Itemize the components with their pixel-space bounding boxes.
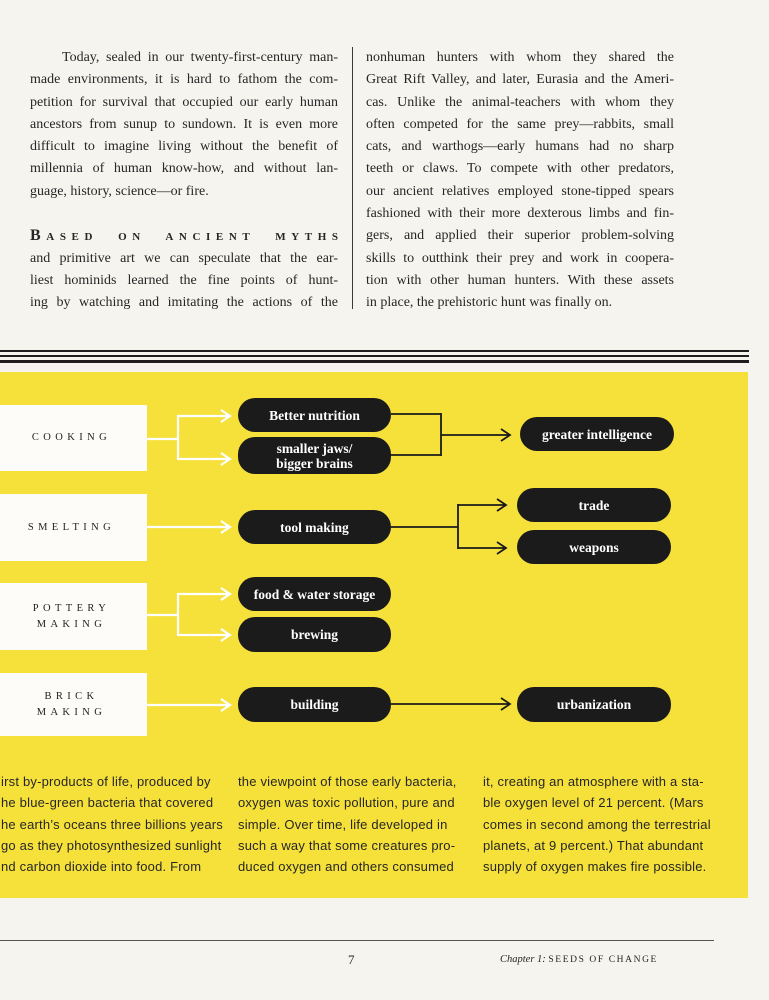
outcome-trade	[517, 488, 671, 522]
arrow-to-urbanization	[391, 698, 510, 710]
sidebar-column-1	[1, 771, 223, 877]
arrow-to-greater-intelligence	[441, 429, 510, 441]
pill-label: bigger brains	[276, 455, 353, 471]
process-label-text: MAKING	[36, 618, 107, 630]
running-footer	[500, 952, 658, 968]
text-line: cats, and warthogs—early humans had no sharp	[366, 139, 674, 155]
result-smaller-jaws-bigger-brains	[238, 437, 391, 474]
text-line: go as they photosynthesized sunlight	[1, 837, 222, 853]
text-line: ing by watching and imitating the actions of the	[30, 295, 338, 311]
arrow-to-brewing	[178, 629, 230, 641]
outcome-greater-intelligence	[520, 417, 674, 451]
connector-intelligence-bracket	[391, 413, 441, 456]
pill-label: Better nutrition	[269, 407, 360, 423]
connector-cooking-stem	[147, 415, 178, 460]
text-line: in place, the prehistoric hunt was finally on.	[366, 295, 613, 311]
text-line: made environments, it is hard to fathom the com-	[30, 72, 338, 88]
process-label-text: MAKING	[36, 706, 107, 718]
text-line: fashioned with their more dexterous limbs and fin-	[366, 206, 674, 222]
process-label-text: BRICK	[44, 690, 99, 702]
pill-label: greater intelligence	[541, 426, 653, 442]
text-line: such a way that some creatures pro-	[238, 837, 456, 853]
pill-label: smaller jaws/	[276, 440, 353, 456]
text-line: ancestors from sunup to sundown. It is even more	[30, 116, 338, 132]
process-label-text: POTTERY	[32, 602, 111, 614]
text-line: he blue-green bacteria that covered	[1, 795, 214, 811]
process-label-text: COOKING	[31, 432, 112, 443]
pill-label: brewing	[290, 627, 338, 642]
result-food-water-storage	[238, 577, 391, 611]
result-tool-making	[238, 510, 391, 544]
arrow-to-smaller-jaws	[178, 453, 230, 465]
sidebar-column-2	[238, 771, 457, 877]
arrow-to-weapons	[458, 542, 506, 554]
arrow-to-tool-making	[147, 521, 230, 533]
chapter-number: Chapter 1:	[500, 954, 546, 965]
text-line: and primitive art we can speculate that the ear-	[30, 250, 338, 266]
pill-label: building	[290, 697, 339, 712]
arrow-to-trade	[458, 499, 506, 511]
text-line: nonhuman hunters with whom they shared the	[366, 50, 674, 65]
arrow-to-food-water-storage	[178, 588, 230, 600]
connector-pottery-stem	[147, 593, 178, 636]
text-line: it, creating an atmosphere with a sta-	[483, 774, 704, 789]
text-line: gers, and applied their superior problem-solving	[366, 228, 674, 244]
text-line: duced oxygen and others consumed	[238, 859, 454, 875]
text-line: irst by-products of life, produced by	[1, 774, 211, 789]
text-line: comes in second among the terrestrial	[483, 816, 711, 832]
text-line: difficult to imagine living without the benefit of	[30, 139, 338, 155]
text-line: liest hominids learned the fine points of hunt-	[30, 272, 338, 288]
text-line: planets, at 9 percent.) That abundant	[483, 837, 704, 853]
text-line: ble oxygen level of 21 percent. (Mars	[483, 795, 704, 811]
outcome-urbanization	[517, 687, 671, 722]
text-line: millennia of human know-how, and without lan-	[30, 161, 338, 177]
text-line: oxygen was toxic pollution, pure and	[238, 795, 455, 811]
page-number: 7	[348, 952, 355, 967]
sidebar-column-3	[483, 771, 711, 877]
pill-label: tool making	[280, 519, 349, 535]
lead-in-heading: BASED ON ANCIENT MYTHS	[30, 227, 344, 245]
arrow-to-building	[147, 699, 230, 711]
pill-label: weapons	[569, 539, 619, 555]
result-brewing	[238, 617, 391, 652]
connector-tool-making-bracket	[391, 504, 458, 549]
text-line: Great Rift Valley, and later, Eurasia and the Ameri-	[366, 72, 674, 88]
outcome-weapons	[517, 530, 671, 564]
text-line: Today, sealed in our twenty-first-century man-	[62, 50, 338, 65]
text-line: our ancient relatives employed stone-tipped spears	[366, 183, 674, 199]
text-line: the viewpoint of those early bacteria,	[238, 774, 457, 789]
text-line: petition for survival that occupied our early human	[30, 94, 338, 110]
text-line: tion with other human hunters. With these assets	[366, 272, 674, 288]
text-line: teeth or claws. To compete with other predators,	[366, 161, 674, 177]
result-building	[238, 687, 391, 722]
text-line: cas. Unlike the animal-teachers with whom they	[366, 94, 674, 110]
text-line: he earth’s oceans three billions years	[1, 816, 223, 832]
text-line: supply of oxygen makes fire possible.	[483, 859, 707, 875]
pill-label: food & water storage	[253, 586, 376, 602]
process-label-text: SMELTING	[27, 521, 116, 533]
pill-label: urbanization	[556, 697, 632, 712]
chapter-title: SEEDS OF CHANGE	[548, 955, 658, 965]
text-line: skills to outthink their prey and work in coopera-	[366, 250, 674, 266]
text-line: often competed for the same prey—rabbits, small	[366, 116, 674, 132]
result-better-nutrition	[238, 398, 391, 432]
text-line: guage, history, science—or fire.	[30, 183, 209, 199]
text-line: simple. Over time, life developed in	[238, 816, 448, 832]
arrow-to-better-nutrition	[178, 410, 230, 422]
footer-rule	[0, 940, 714, 941]
text-line: nd carbon dioxide into food. From	[1, 859, 202, 875]
pill-label: trade	[578, 497, 610, 513]
